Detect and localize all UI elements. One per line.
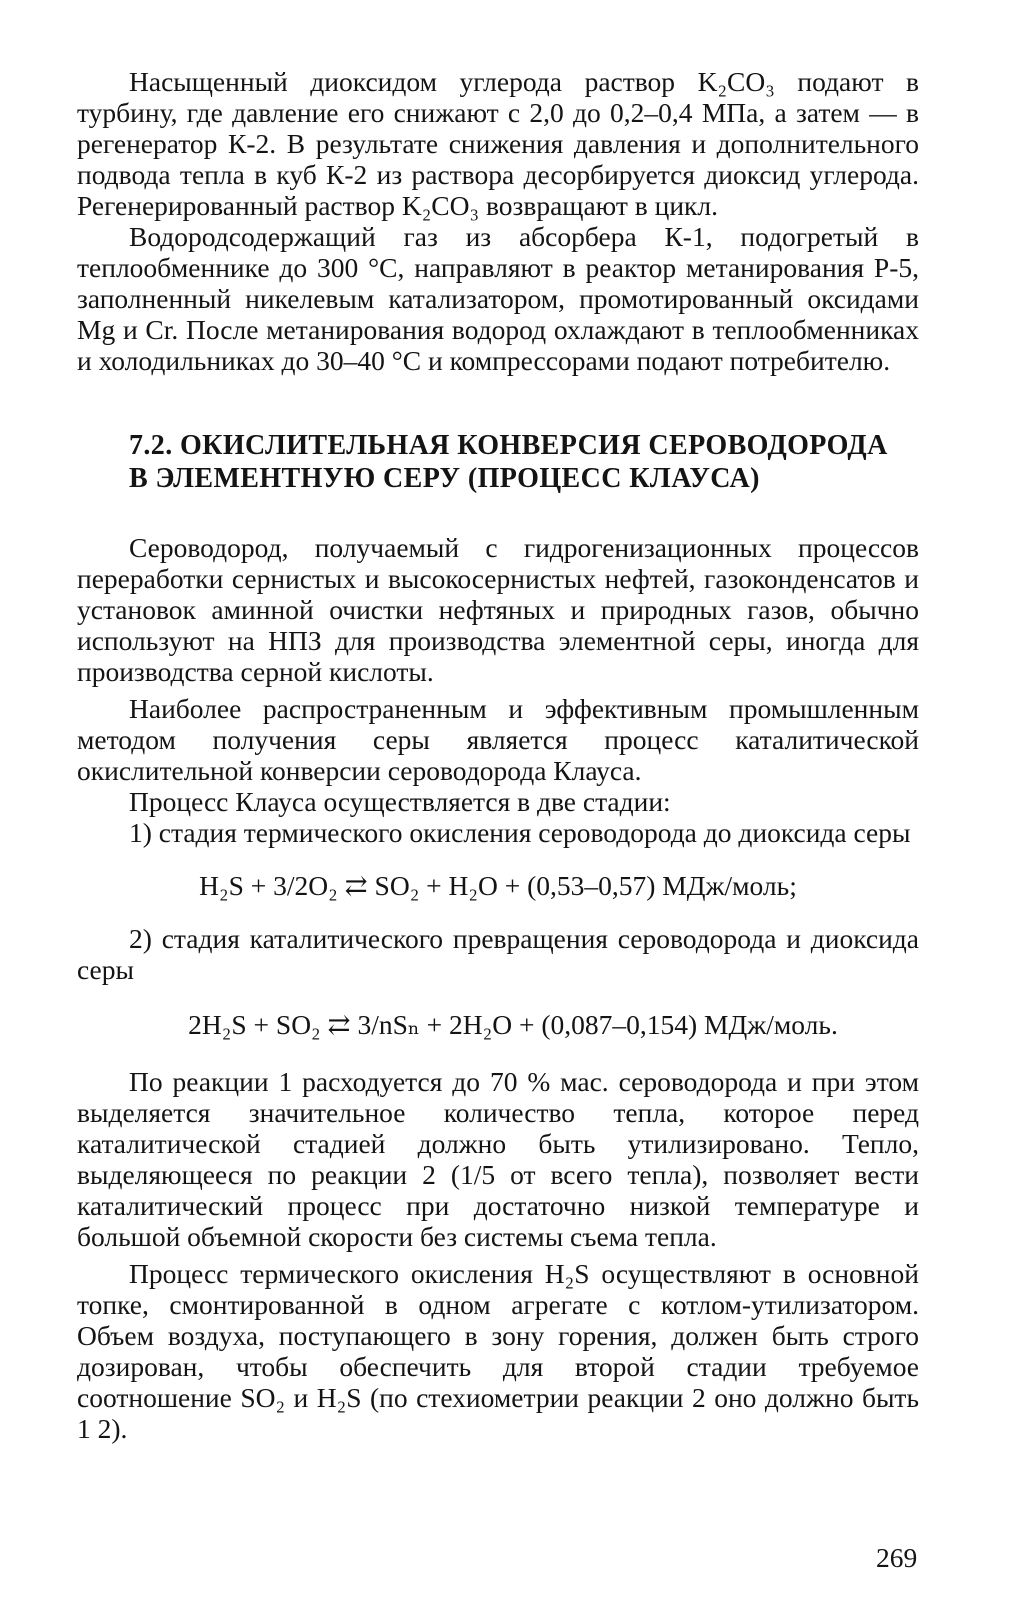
paragraph-2: Водородсодержащий газ из абсорбера К-1, подогретый в теплообменнике до 300 °С, направляют в реактор метанирования Р-5, заполненный никелевым катализатором, промотированный оксидами Mg и Cr. После метанирования водород охлаждают в теплообменниках и холодильниках до 30–40 °С и компрессорами подают потребителю.: [77, 221, 919, 376]
paragraph-1: Насыщенный диоксидом углерода раствор K₂CO₃ подают в турбину, где давление его снижают с 2,0 до 0,2–0,4 МПа, а затем — в регенератор К-2. В результате снижения давления и дополнительного подвода тепла в куб К-2 из раствора десорбируется диоксид углерода. Регенерированный раствор K₂CO₃ возвращают в цикл.: [77, 66, 919, 221]
formula-1: H₂S + 3/2O₂ ⇄ SO₂ + H₂O + (0,53–0,57) МДж/моль;: [199, 870, 797, 901]
paragraph-6: 1) стадия термического окисления сероводорода до диоксида серы: [129, 817, 911, 848]
section-heading: [129, 429, 919, 495]
section-heading-line-2: В ЭЛЕМЕНТНУЮ СЕРУ (ПРОЦЕСС КЛАУСА): [129, 463, 760, 494]
formula-2: 2H₂S + SO₂ ⇄ 3/nSₙ + 2H₂O + (0,087–0,154) МДж/моль.: [188, 1009, 838, 1040]
paragraph-3: Сероводород, получаемый с гидрогенизационных процессов переработки сернистых и высокосернистых нефтей, газоконденсатов и установок аминной очистки нефтяных и природных газов, обычно используют на НПЗ для производства элементной серы, иногда для производства серной кислоты.: [77, 532, 919, 687]
paragraph-5: Процесс Клауса осуществляется в две стадии:: [129, 786, 671, 817]
page-body: [77, 66, 919, 1444]
page-number: 269: [876, 1542, 918, 1573]
paragraph-8: По реакции 1 расходуется до 70 % мас. сероводорода и при этом выделяется значительное количество тепла, которое перед каталитической стадией должно быть утилизировано. Тепло, выделяющееся по реакции 2 (1/5 от всего тепла), позволяет вести каталитический процесс при достаточно низкой температуре и большой объемной скорости без системы съема тепла.: [77, 1066, 919, 1252]
paragraph-9: Процесс термического окисления H₂S осуществляют в основной топке, смонтированной в одном агрегате с котлом-утилизатором. Объем воздуха, поступающего в зону горения, должен быть строго дозирован, чтобы обеспечить для второй стадии требуемое соотношение SO₂ и H₂S (по стехиометрии реакции 2 оно должно быть 1 2).: [77, 1258, 919, 1444]
paragraph-7: 2) стадия каталитического превращения сероводорода и диоксида серы: [77, 923, 919, 985]
paragraph-4: Наиболее распространенным и эффективным промышленным методом получения серы является процесс каталитической окислительной конверсии сероводорода Клауса.: [77, 693, 919, 786]
section-heading-line-1: 7.2. ОКИСЛИТЕЛЬНАЯ КОНВЕРСИЯ СЕРОВОДОРОДА: [129, 430, 888, 461]
